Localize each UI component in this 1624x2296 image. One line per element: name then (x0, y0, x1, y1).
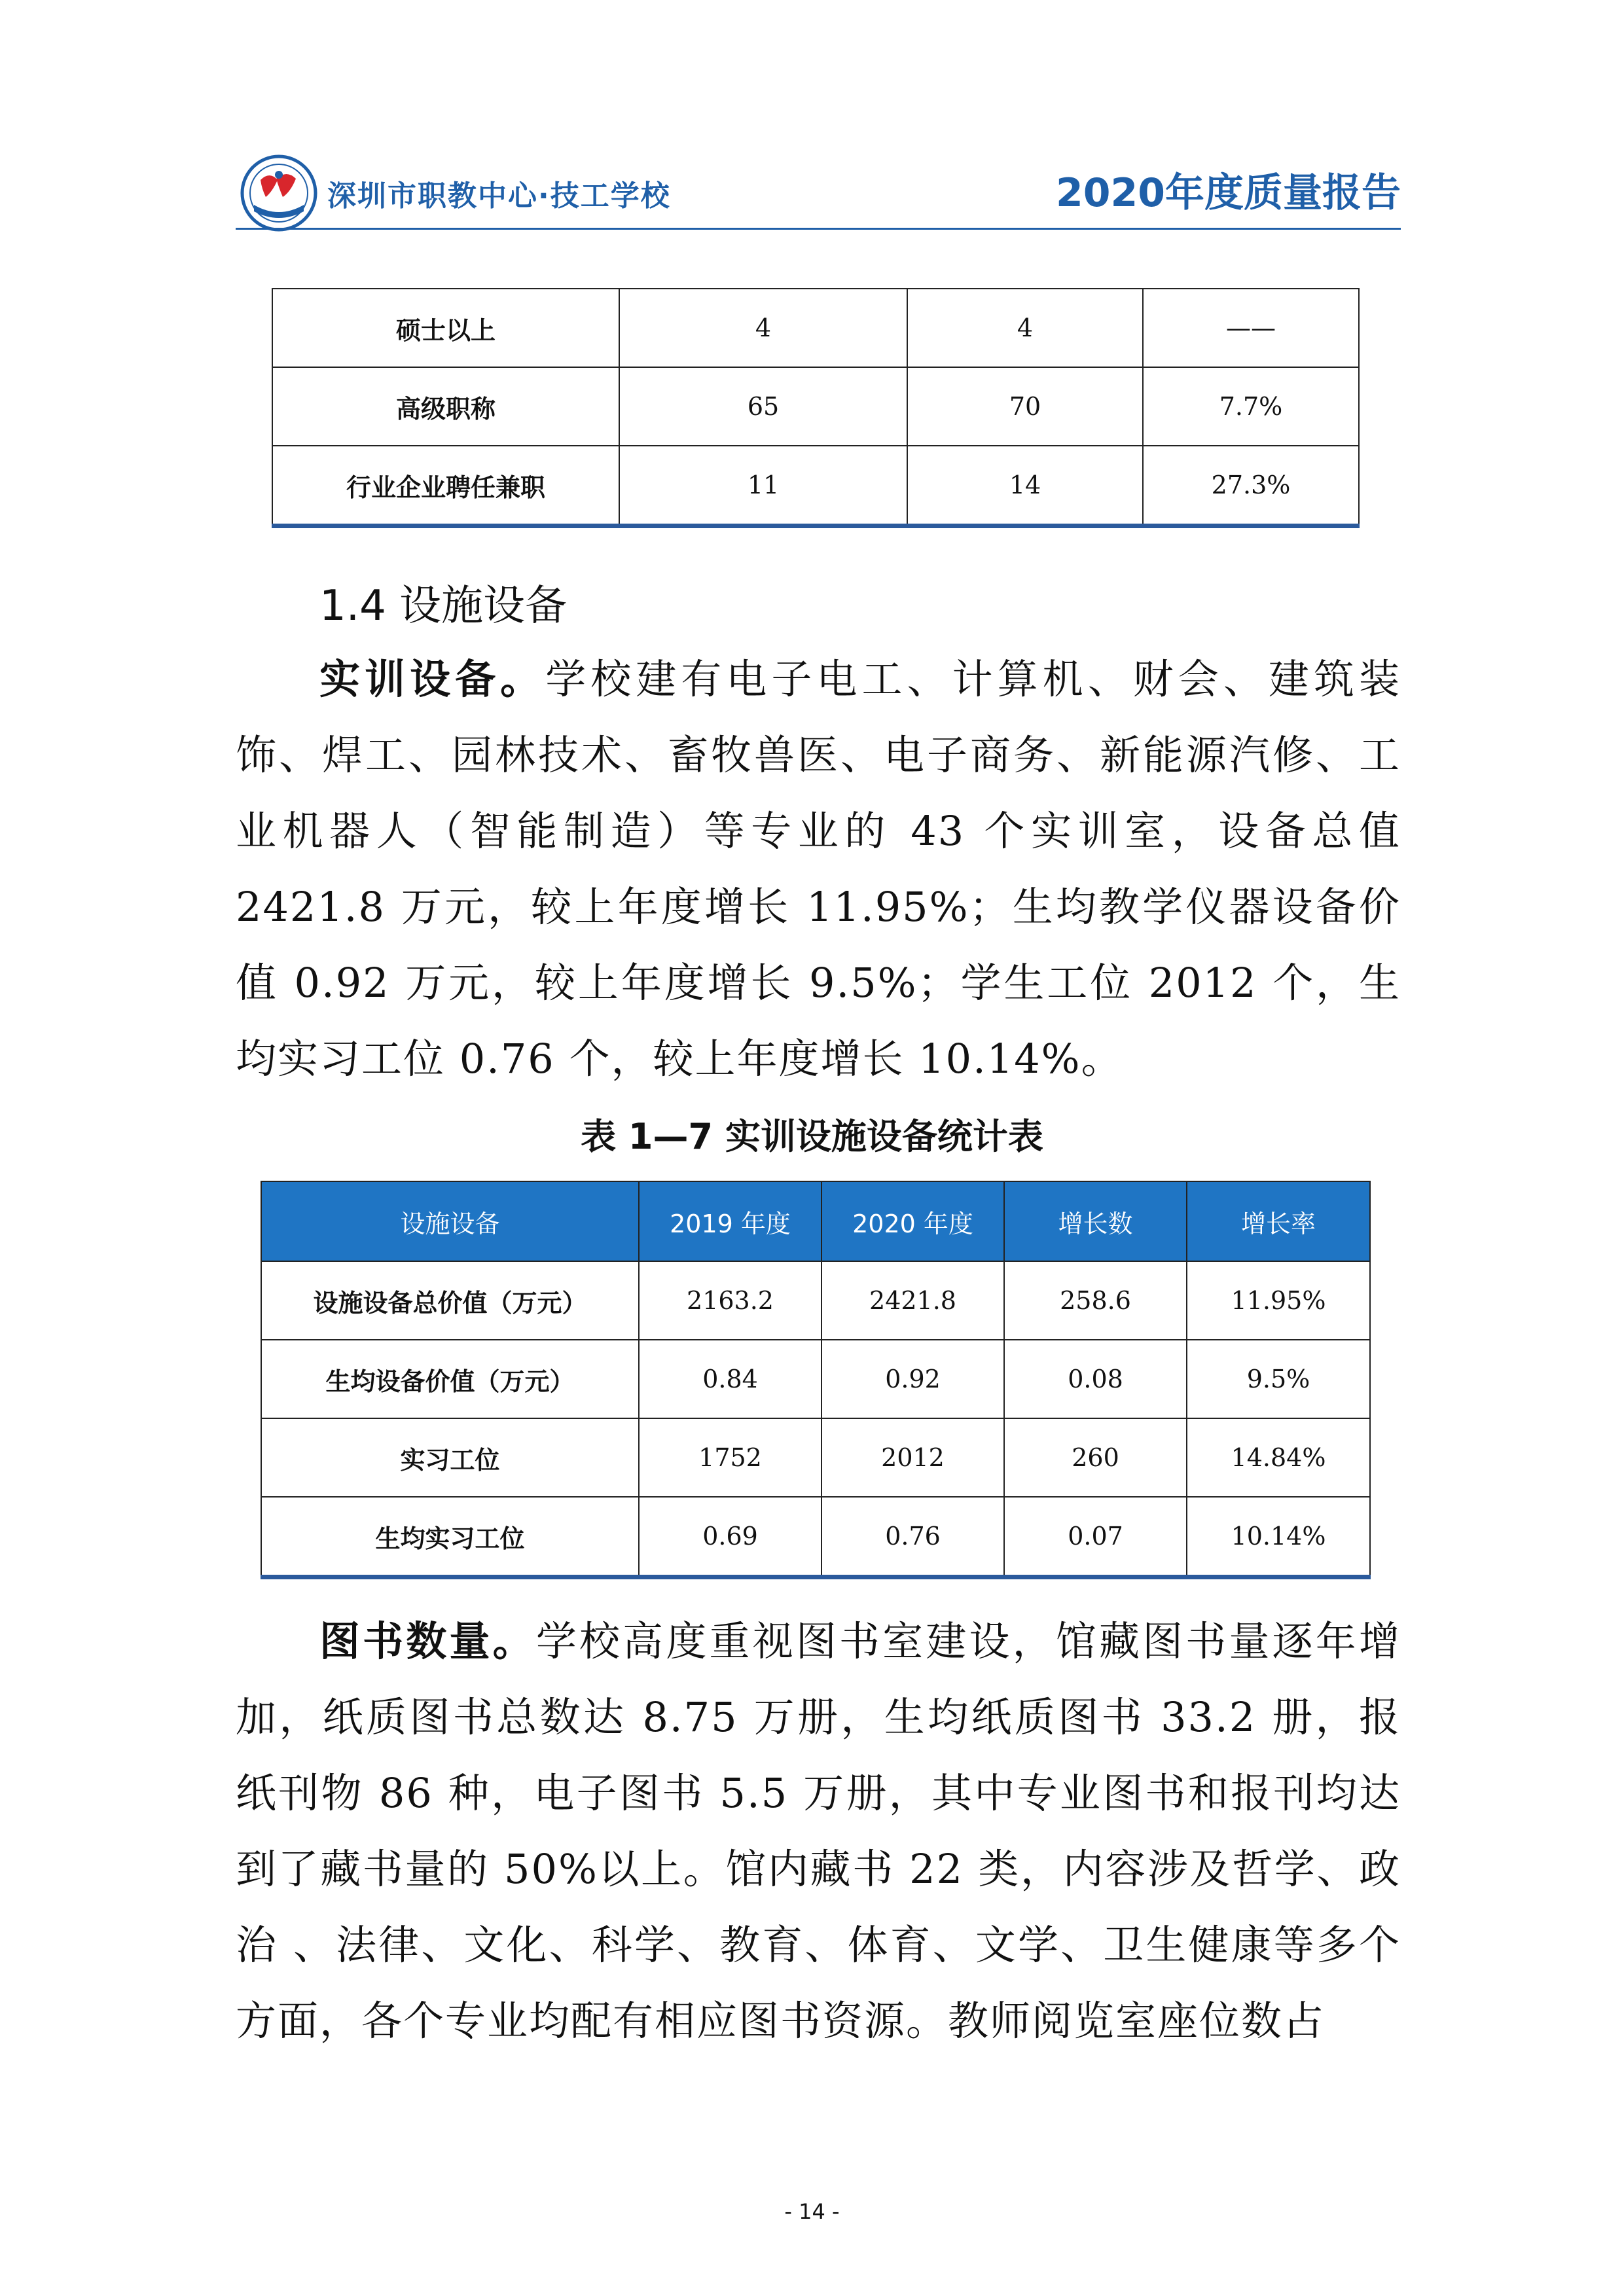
cell-increase: 0.07 (1004, 1497, 1187, 1577)
cell-2019: 2163.2 (639, 1261, 821, 1340)
table-header-row (261, 1181, 1370, 1261)
table-row (261, 1418, 1370, 1497)
section-heading: 1.4 设施设备 (319, 582, 568, 630)
paragraph-text: 学校建有电子电工、计算机、财会、建筑装饰、焊工、园林技术、畜牧兽医、电子商务、新能源汽修、工业机器人（智能制造）等专业的 43 个实训室，设备总值 2421.8 万元，较上年度增长 11.95%；生均教学仪器设备价值 0.92 万元，较上年度增长 9.5%；学生工位 2012 个，生均实习工位 0.76 个，较上年度增长 10.14%。 (236, 655, 1401, 1083)
row-label: 高级职称 (272, 367, 619, 446)
header-divider (236, 228, 1401, 230)
cell-2020: 4 (907, 289, 1143, 367)
cell-growth: —— (1143, 289, 1359, 367)
row-label: 行业企业聘任兼职 (272, 446, 619, 526)
cell-growth: 7.7% (1143, 367, 1359, 446)
column-header: 2020 年度 (821, 1181, 1004, 1261)
cell-2019: 0.69 (639, 1497, 821, 1577)
row-label: 硕士以上 (272, 289, 619, 367)
equipment-paragraph (236, 641, 1401, 1097)
cell-rate: 14.84% (1187, 1418, 1370, 1497)
column-header: 增长率 (1187, 1181, 1370, 1261)
table-row (261, 1340, 1370, 1418)
cell-growth: 27.3% (1143, 446, 1359, 526)
column-header: 设施设备 (261, 1181, 639, 1261)
column-header: 增长数 (1004, 1181, 1187, 1261)
cell-2019: 11 (619, 446, 907, 526)
books-paragraph (236, 1604, 1401, 2059)
table-row (272, 367, 1359, 446)
table-caption: 表 1—7 实训设施设备统计表 (581, 1116, 1043, 1157)
cell-rate: 10.14% (1187, 1497, 1370, 1577)
cell-rate: 9.5% (1187, 1340, 1370, 1418)
cell-2019: 65 (619, 367, 907, 446)
table-row (261, 1261, 1370, 1340)
cell-increase: 258.6 (1004, 1261, 1187, 1340)
cell-2020: 0.76 (821, 1497, 1004, 1577)
cell-2019: 4 (619, 289, 907, 367)
page-number: - 14 - (784, 2199, 840, 2224)
paragraph-text: 学校高度重视图书室建设，馆藏图书量逐年增加，纸质图书总数达 8.75 万册，生均纸质图书 33.2 册，报纸刊物 86 种，电子图书 5.5 万册，其中专业图书和报刊均达到了藏书量的 50%以上。馆内藏书 22 类，内容涉及哲学、政治 、法律、文化、科学、教育、体育、文学、卫生健康等多个方面，各个专业均配有相应图书资源。教师阅览室座位数占 (236, 1617, 1401, 2045)
cell-2020: 70 (907, 367, 1143, 446)
school-name: 深圳市职教中心·技工学校 (327, 179, 671, 213)
paragraph-lead: 实训设备。 (319, 655, 546, 703)
equipment-table (261, 1181, 1371, 1579)
cell-2020: 14 (907, 446, 1143, 526)
cell-increase: 0.08 (1004, 1340, 1187, 1418)
cell-2020: 2421.8 (821, 1261, 1004, 1340)
table-row (272, 289, 1359, 367)
school-emblem-icon (240, 154, 318, 232)
cell-2020: 2012 (821, 1418, 1004, 1497)
row-label: 生均设备价值（万元） (261, 1340, 639, 1418)
table-row (261, 1497, 1370, 1577)
cell-rate: 11.95% (1187, 1261, 1370, 1340)
page-header (236, 147, 1401, 226)
cell-2019: 1752 (639, 1418, 821, 1497)
faculty-table (272, 288, 1360, 528)
row-label: 生均实习工位 (261, 1497, 639, 1577)
cell-increase: 260 (1004, 1418, 1187, 1497)
table-row (272, 446, 1359, 526)
report-title: 2020年度质量报告 (1056, 170, 1401, 216)
row-label: 实习工位 (261, 1418, 639, 1497)
column-header: 2019 年度 (639, 1181, 821, 1261)
cell-2020: 0.92 (821, 1340, 1004, 1418)
paragraph-lead: 图书数量。 (319, 1617, 536, 1665)
cell-2019: 0.84 (639, 1340, 821, 1418)
row-label: 设施设备总价值（万元） (261, 1261, 639, 1340)
